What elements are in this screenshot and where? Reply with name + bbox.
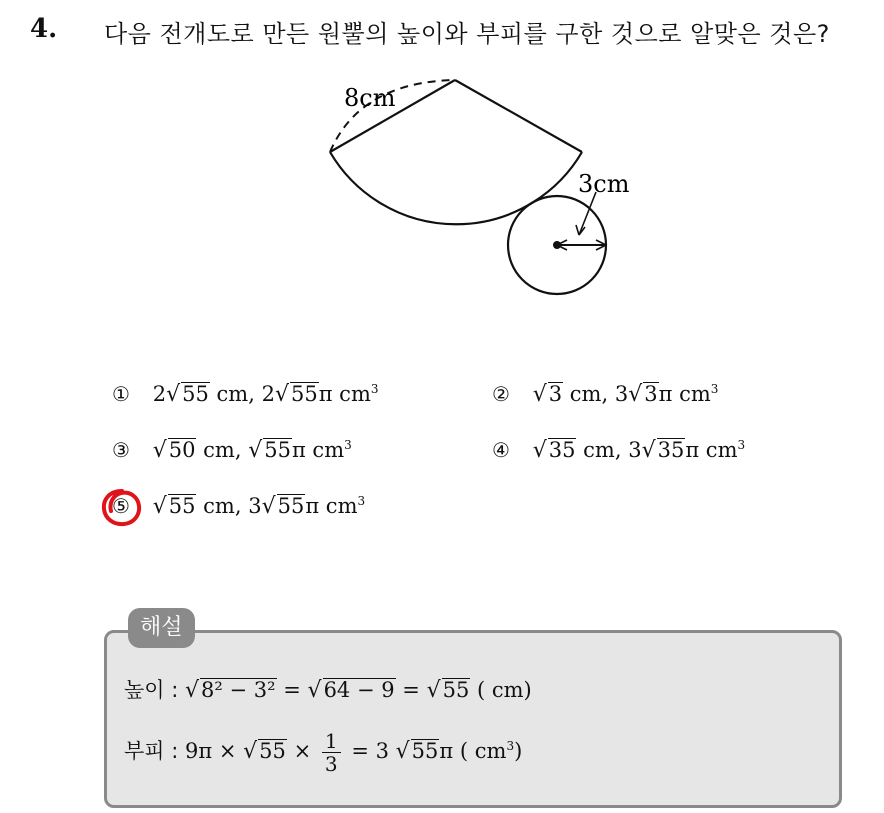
sector-slant-right	[455, 80, 582, 152]
fraction-one-third: $\frac{1}{3}$	[322, 730, 341, 775]
choice-mark: ①	[112, 382, 130, 406]
question-number: 4.	[30, 14, 58, 44]
choice-1[interactable]: ① 2√55 cm, 2√55π $cm^3$	[112, 382, 379, 407]
choice-2[interactable]: ② √3 cm, 3√3π $cm^3$	[492, 382, 719, 407]
question-text: 다음 전개도로 만든 원뿔의 높이와 부피를 구한 것으로 알맞은 것은?	[104, 20, 830, 48]
slant-label: 8cm	[344, 84, 396, 112]
choice-4[interactable]: ④ √35 cm, 3√35π $cm^3$	[492, 438, 746, 463]
sector-arc	[330, 152, 582, 224]
radius-label: 3cm	[578, 170, 630, 198]
choice-mark: ③	[112, 438, 130, 462]
solution-volume-line: 부피 : 9π × √55 × $\frac{1}{3}$ = 3 √55π ( $cm^3$)	[124, 729, 523, 776]
choice-mark: ⑤	[112, 494, 130, 518]
choice-3[interactable]: ③ √50 cm, √55π $cm^3$	[112, 438, 352, 463]
height-label: 높이 :	[124, 678, 179, 702]
solution-box	[104, 630, 842, 808]
solution-height-line: 높이 : √8² − 3² = √64 − 9 = √55 ( cm)	[124, 678, 532, 703]
solution-tag: 해설	[128, 608, 195, 648]
choice-5[interactable]: ⑤ √55 cm, 3√55π $cm^3$	[112, 494, 366, 519]
cone-net-figure	[320, 70, 630, 310]
volume-label: 부피 :	[124, 739, 179, 763]
choice-mark: ②	[492, 382, 510, 406]
choice-mark: ④	[492, 438, 510, 462]
answer-circle-mark	[100, 487, 144, 529]
